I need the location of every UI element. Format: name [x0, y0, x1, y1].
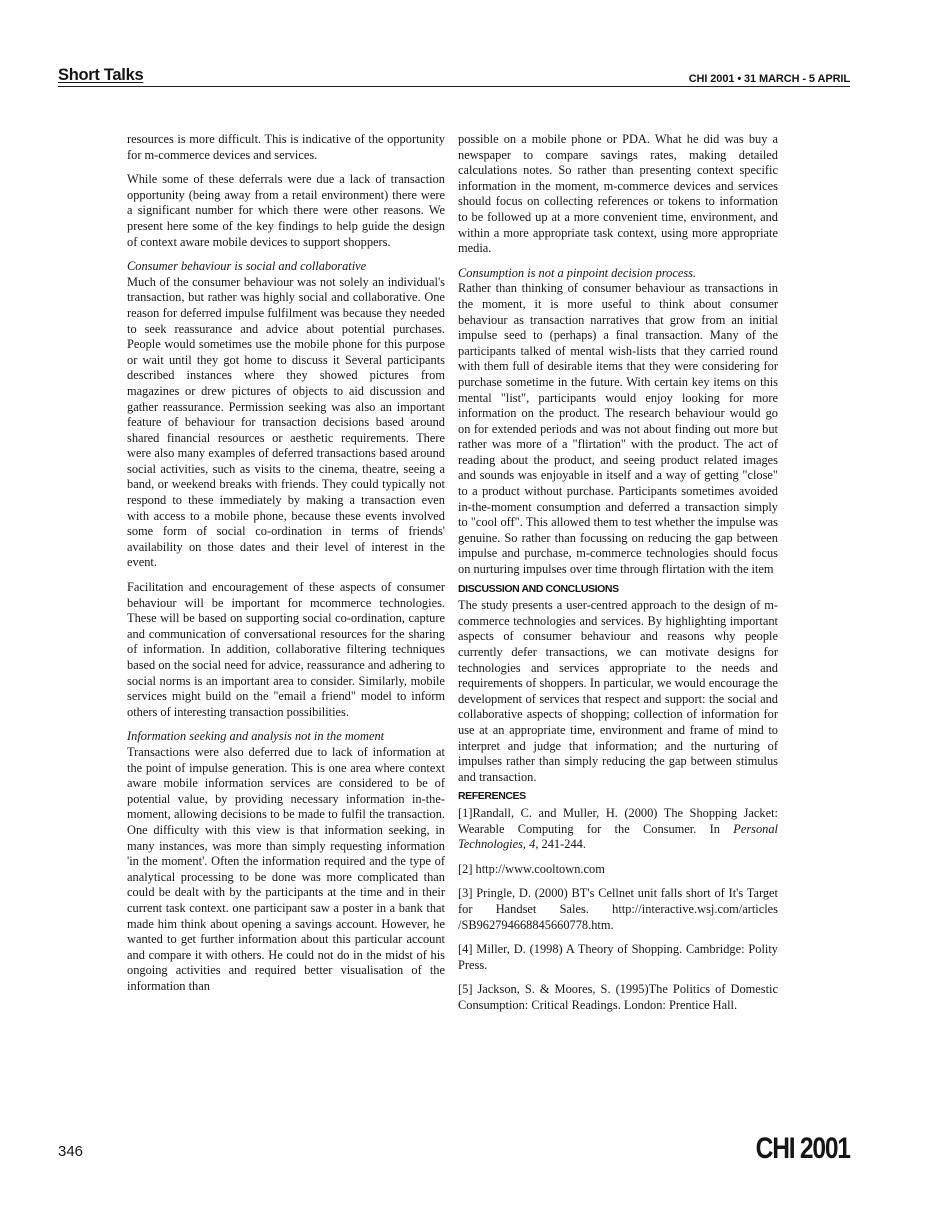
paragraph: possible on a mobile phone or PDA. What he did was buy a newspaper to compare savings rates, making detailed calculations notes. So rather than presenting context specific information in the moment, m-commerce devices and services should focus on collecting references or tokens to information to be followed up at a more convenient time, environment, and within a more appropriate task context, using more appropriate media. [458, 132, 778, 256]
left-column [127, 132, 445, 1003]
reference-item [458, 806, 778, 853]
paragraph: Facilitation and encouragement of these aspects of consumer behaviour will be important for mcommerce technologies. These will be based on supporting social co-ordination, capture and communication of conversational resources for the sharing of information. In addition, collaborative filtering techniques based on the social need for advice, reassurance and adhering to social norms is an important area to consider. Similarly, mobile services might build on the "email a friend" model to inform others of interesting transaction possibilities. [127, 580, 445, 719]
subsection-heading: Consumption is not a pinpoint decision process. [458, 265, 697, 280]
section-heading: REFERENCES [458, 790, 526, 803]
reference-item: [3] Pringle, D. (2000) BT's Cellnet unit falls short of It's Target for Handset Sales. http://interactive.wsj.com/articles /SB962794668845660778.htm. [458, 886, 778, 932]
reference-item: [5] Jackson, S. & Moores, S. (1995)The Politics of Domestic Consumption: Critical Readings. London: Prentice Hall. [458, 982, 778, 1012]
reference-item: [2] http://www.cooltown.com [458, 861, 605, 876]
reference-text: 241-244. [538, 837, 586, 852]
right-column [458, 132, 778, 1022]
paragraph: Transactions were also deferred due to lack of information at the point of impulse generation. This is one area where context aware mobile information services are considered to be of potential value, by providing necessary information in-the-moment, allowing decisions to be made to fulfil the transaction. One difficulty with this view is that information seeking, in many instances, was more than simply requesting information 'in the moment'. Often the information required and the type of analytical processing to be done was more complicated than could be dealt with by the participants at the time and in their current task context. one participant saw a poster in a bank that made him think about opening a savings account. However, he wanted to get further information about this particular account and compare it with others. He could not do in the midst of his ongoing activities and required better visualisation of the information than [127, 744, 445, 993]
reference-text: [1]Randall, C. and Muller, H. (2000) The Shopping Jacket: Wearable Computing for the Consumer. In [458, 805, 778, 836]
section-label: Short Talks [58, 66, 144, 84]
running-header [58, 64, 850, 87]
paragraph: resources is more difficult. This is indicative of the opportunity for m-commerce devices and services. [127, 132, 445, 162]
reference-journal: Personal Technologies, 4, [458, 821, 778, 852]
reference-item: [4] Miller, D. (1998) A Theory of Shopping. Cambridge: Polity Press. [458, 942, 778, 972]
subsection-heading: Information seeking and analysis not in the moment [127, 729, 385, 744]
conference-label: CHI 2001 • 31 MARCH - 5 APRIL [688, 73, 850, 85]
paragraph: The study presents a user-centred approach to the design of m-commerce technologies and services. By highlighting important aspects of consumer behaviour and reasons why people currently defer transactions, we can motivate designs for technologies and services appropriate to the needs and requirements of shoppers. In particular, we would encourage the development of services that respect and support: the social and collaborative aspects of shopping; collection of information for use at an appropriate time, environment and frame of mind to interpret and judge that information; and the nurturing of impulses rather than simply reducing the gap between stimulus and transaction. [458, 598, 778, 784]
section-heading: DISCUSSION AND CONCLUSIONS [458, 582, 619, 595]
page-number: 346 [58, 1143, 84, 1160]
paragraph: Much of the consumer behaviour was not solely an individual's transaction, but rather was highly social and collaborative. One reason for deferred impulse fulfilment was because they needed to seek reassurance and advice about potential purchases. People would sometimes use the mobile phone for this purpose or wait until they got home to discuss it Several participants described instances where they showed pictures from magazines or drew pictures of objects to aid discussion and gather reassurance. Permission seeking was also an important feature of behaviour for transaction decisions based around shared financial resources or aesthetic requirements. There were also many examples of deferred transactions based around social activities, such as visits to the cinema, theatre, seeing a band, or weekend breaks with friends. They could typically not respond to these immediately by making a transaction even with access to a mobile phone, because these events involved some form of social co-ordination in terms of friends' availability on those dates and their level of interest in the event. [127, 274, 445, 570]
paragraph: While some of these deferrals were due a lack of transaction opportunity (being away from a retail environment) there were a significant number for which there were other reasons. We present here some of the key findings to help guide the design of context aware mobile devices to support shoppers. [127, 172, 445, 249]
subsection-heading: Consumer behaviour is social and collaborative [127, 259, 367, 274]
chi-logo: CHI 2001 [755, 1132, 850, 1165]
paragraph: Rather than thinking of consumer behaviour as transactions in the moment, it is more useful to think about consumer behaviour as transaction narratives that grow from an initial impulse seed to (perhaps) a final transaction. Many of the participants talked of mental wish-lists that they carried round with them full of desirable items that they were considering for purchase sometime in the future. With certain key items on this mental "list", participants would enjoy looking for more information on the product. The research behaviour would go on for extended periods and was not about finding out more but rather was more of a "flirtation" with the product. The act of reading about the product, and seeing product related images and sounds was enjoyable in itself and a way of getting "close" to a product without purchase. Participants sometimes avoided in-the-moment consumption and deferred a transaction simply to "cool off". This allowed them to test whether the impulse was genuine. So rather than focussing on reducing the gap between impulse and purchase, m-commerce technologies should focus on nurturing impulses over time through flirtation with the item [458, 281, 778, 577]
